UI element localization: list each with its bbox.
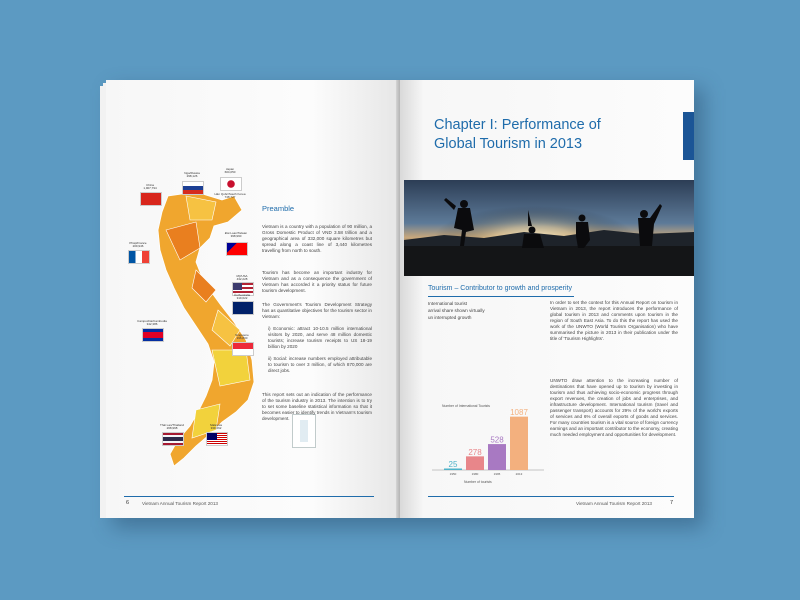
france-flag-icon <box>128 250 150 264</box>
flag-label-france: Pháp/France 209,946 <box>129 241 147 249</box>
subtitle-rule <box>428 296 574 297</box>
thailand-flag-icon <box>162 432 184 446</box>
japan-flag-icon <box>220 177 242 191</box>
preamble-para-1: Vietnam is a country with a population of 90 million, a Gross Domestic Product of VND 3.58 trillion and a geographical area of 332,000 square kilometres but spread along a coast line of 3,440 kilometres travelling from north to south. <box>262 224 372 253</box>
page-number-left: 6 <box>126 500 130 506</box>
flag-label-south-korea: Hàn Quốc/South Korea 748,727 <box>214 192 246 200</box>
malaysia-flag-icon <box>206 432 228 446</box>
chapter-accent-bar <box>683 112 694 160</box>
australia-flag-icon <box>232 301 254 315</box>
preamble-para-5: ii) Social: increase numbers employed attributable to tourism to over 3 million, of which 870,000 are direct jobs. <box>268 356 372 373</box>
chart-bar-2013 <box>510 417 528 470</box>
flag-label-japan: Japan 604,050 <box>224 167 236 175</box>
pull-quote: International tourist arrival share shown virtually un interrupted growth <box>428 301 485 320</box>
preamble-para-3: The Government's Tourism Development Strategy has as quantitative objectives for the tourism sector in Vietnam: <box>262 302 372 319</box>
chart-value-label: 278 <box>468 447 482 457</box>
flag-label-taiwan: Đài Loan/Taiwan 398,990 <box>224 231 248 239</box>
chart-value-label: 25 <box>448 460 458 469</box>
flag-label-thailand: Thái Lan/Thailand 268,968 <box>159 423 185 431</box>
chart-bar-1995 <box>488 444 506 470</box>
preamble-para-4: i) Economic: attract 10-10.5 million international visitors by 2020, and serve 48 million domestic tourists; increase tourism receipts to US 18-19 billion by 2020 <box>268 326 372 349</box>
chart-value-label: 528 <box>490 435 504 445</box>
flag-label-usa: Mỹ/USA 432,228 <box>236 274 248 282</box>
chart-value-label: 1087 <box>510 408 528 418</box>
footer-rule <box>124 496 374 497</box>
chart-title: Number of International Tourists <box>442 404 490 408</box>
chart-xlabel: Number of tourists <box>464 480 492 484</box>
flag-label-australia: Úc/Australia 319,622 <box>233 293 251 301</box>
breakdance-photo <box>404 180 694 276</box>
page-number-right: 7 <box>670 500 674 506</box>
russia-flag-icon <box>182 181 204 195</box>
chart-category-label: 1980 <box>471 472 479 476</box>
footer-rule <box>428 496 674 497</box>
flag-label-cambodia: Campuchia/Cambodia 342,386 <box>137 319 167 327</box>
body-para-2: UNWTO draw attention to the increasing number of destinations that have opened up to tourism by investing in tourism and thus achieving socio-economic progress through export revenues, the creation of jobs and enterprises, and infrastructure development. International tourism (travel and passenger transport) accounts for 29% of the world's exports of services and 6% of overall exports of goods and services. For many countries tourism is a vital source of foreign currency earnings and an important contributor to the economy, creating much needed employment and opportunities for development. <box>550 378 678 437</box>
china-flag-icon <box>140 192 162 206</box>
singapore-flag-icon <box>232 342 254 356</box>
body-para-1: In order to set the context for this Annual Report on tourism in Vietnam in 2013, the report introduces the performance of global tourism in 2013 and comments upon tourism in the region of South East Asia. To do this the report has used the work of the UNWTO (World Tourism Organisation) who have summarised the picture in 2013 in their publication under the title of 'Tourism Highlights'. <box>550 300 678 341</box>
footer-text-right: Vietnam Annual Tourism Report 2013 <box>576 501 652 506</box>
chart-category-label: 2013 <box>515 472 523 476</box>
preamble-para-2: Tourism has become an important industry for Vietnam and as a consequence the government of Vietnam has accorded it a priority status for future tourism development. <box>262 270 372 293</box>
footer-text-left: Vietnam Annual Tourism Report 2013 <box>142 501 218 506</box>
chapter-title: Chapter I: Performance of Global Tourism in 2013 <box>434 117 601 152</box>
cambodia-flag-icon <box>142 328 164 342</box>
chart-category-label: 1995 <box>493 472 501 476</box>
chart-bar-1980 <box>466 456 484 470</box>
preamble-para-6: This report sets out an indication of the performance of the tourism industry in 2013. The intention is to try to set some baseline statistical information so that it becomes easier to identify trends in Vietnam's tourism development. <box>262 392 372 421</box>
arrivals-bar-chart <box>430 398 548 478</box>
left-page <box>106 80 400 518</box>
right-page <box>400 80 694 518</box>
preamble-title: Preamble <box>262 204 295 213</box>
section-subtitle: Tourism – Contributor to growth and prosperity <box>428 285 572 292</box>
flag-label-malaysia: Malaysia 339,662 <box>210 423 222 431</box>
taiwan-flag-icon <box>226 242 248 256</box>
flag-label-singapore: Singapore 196,800 <box>235 333 249 341</box>
flag-label-china: China 1,907,794 <box>143 183 157 191</box>
chart-category-label: 1950 <box>449 472 457 476</box>
flag-label-russia: Nga/Russia 298,126 <box>184 171 200 179</box>
